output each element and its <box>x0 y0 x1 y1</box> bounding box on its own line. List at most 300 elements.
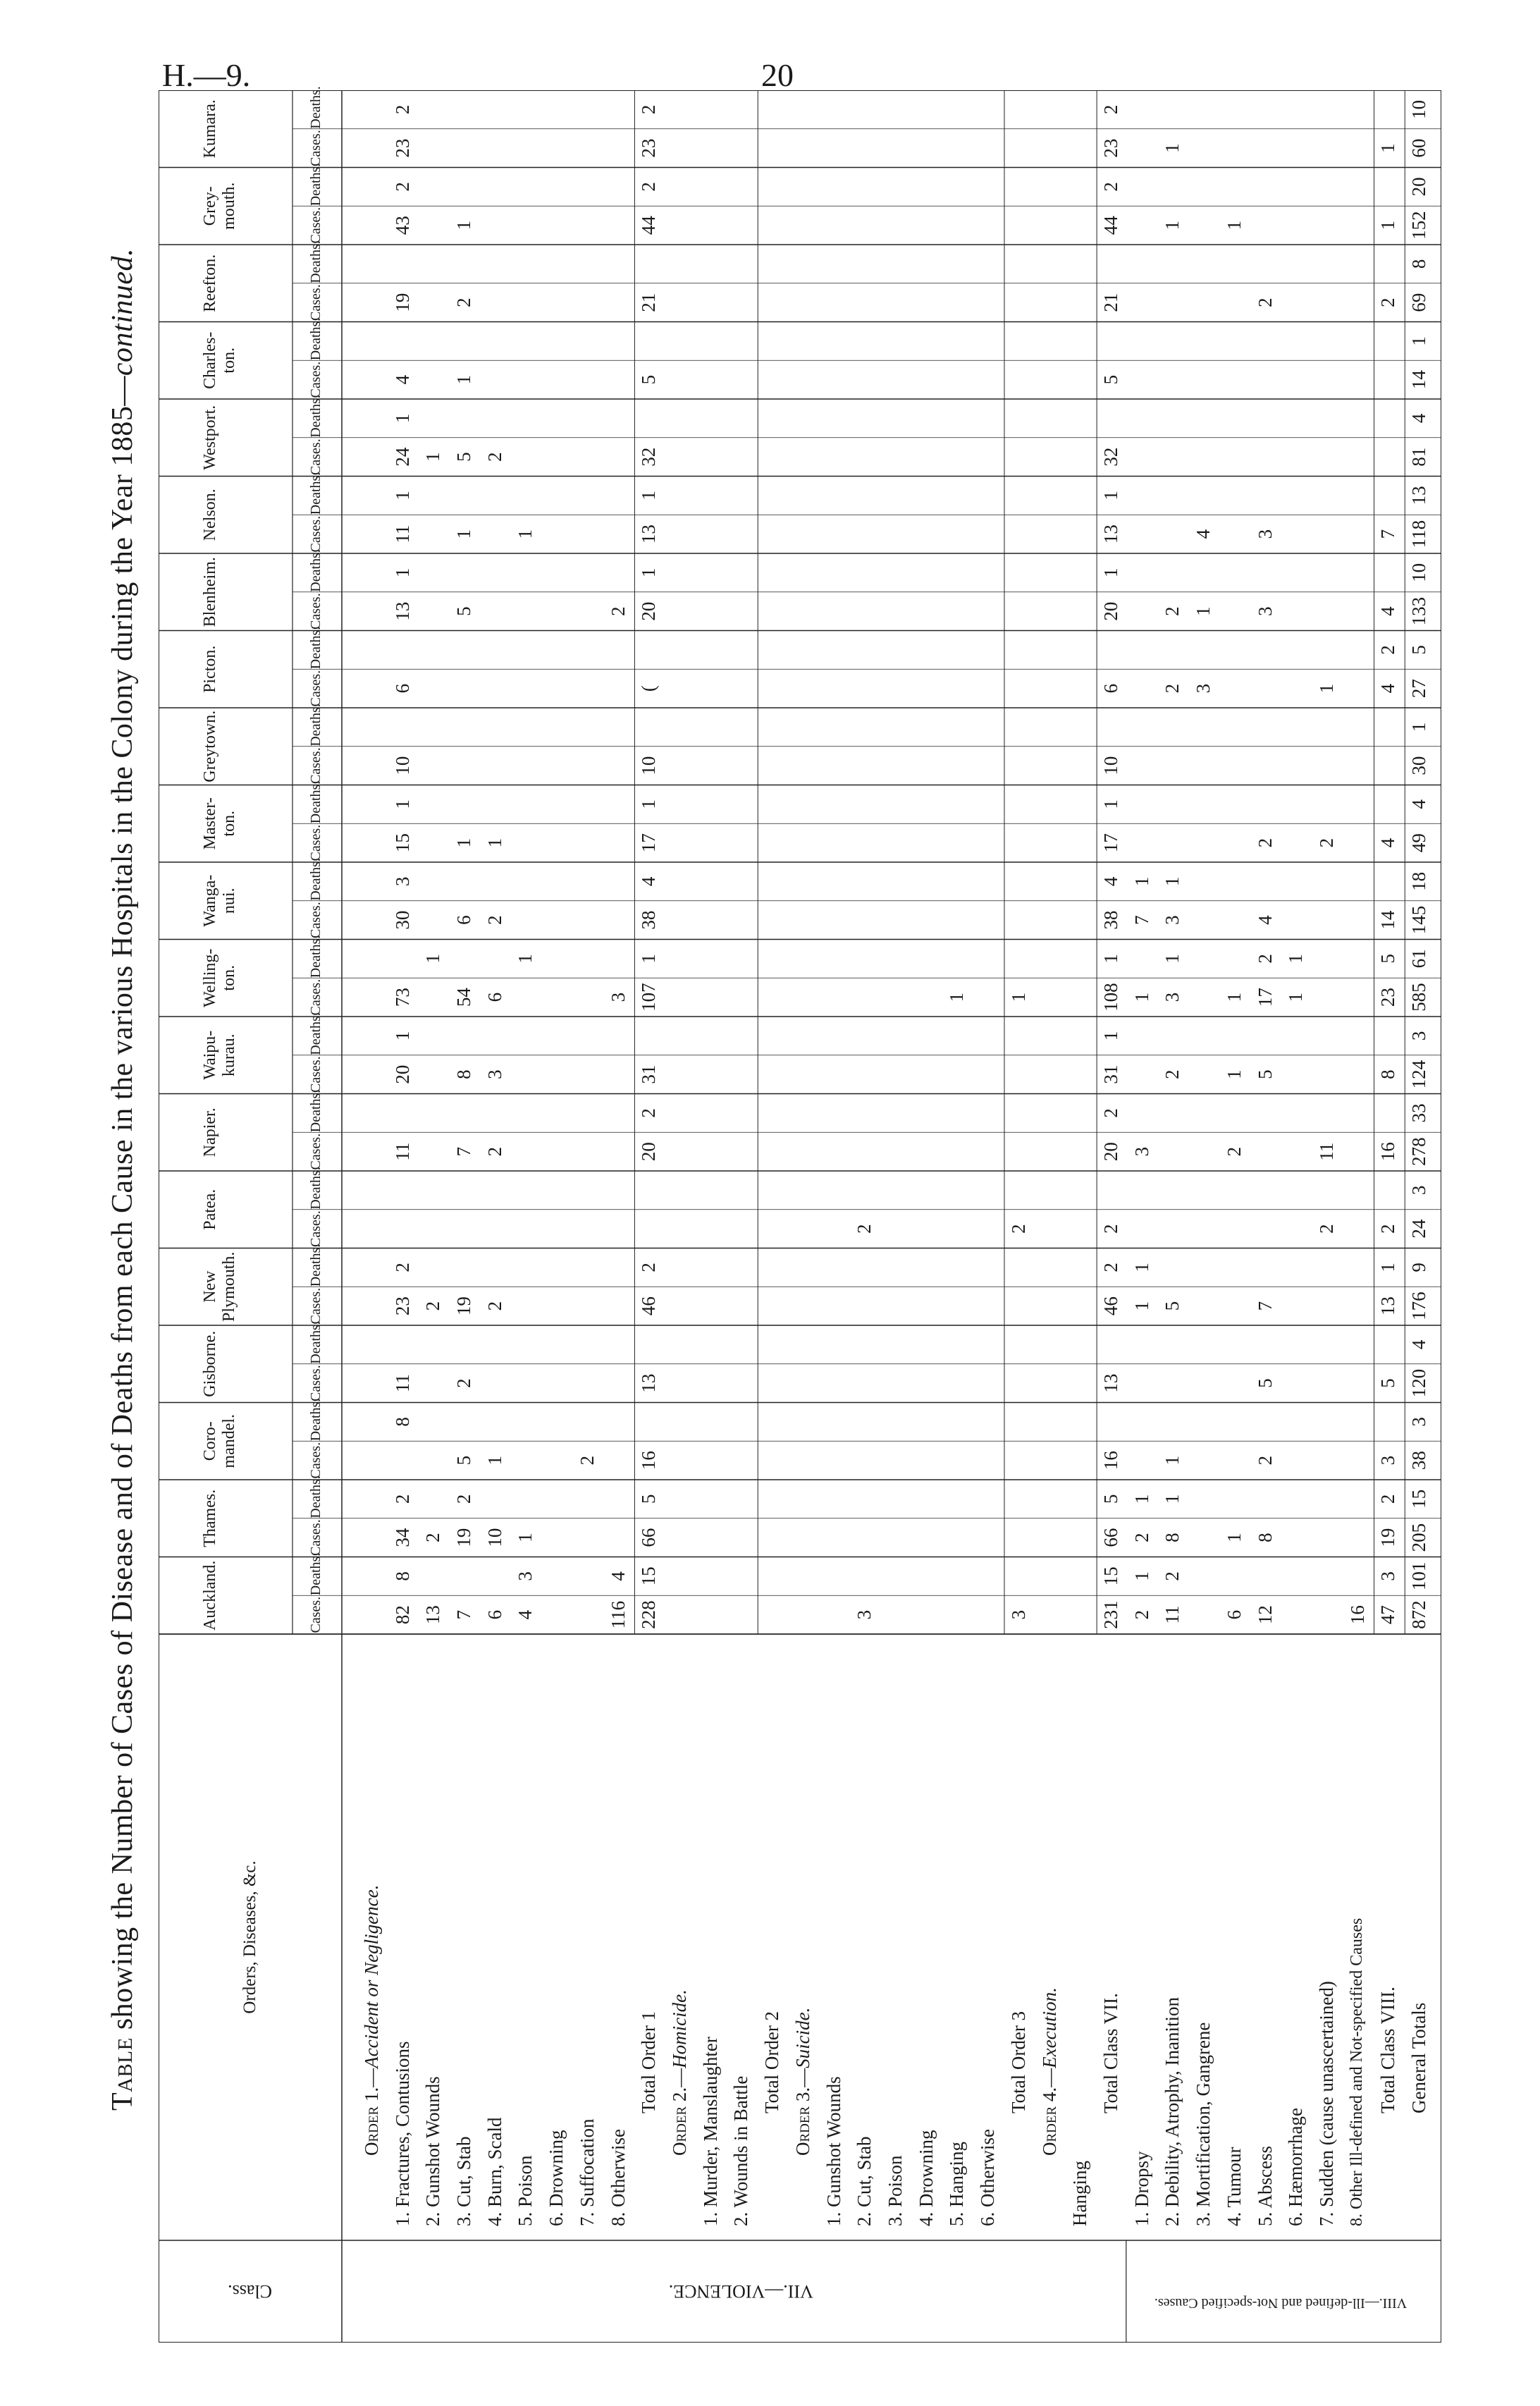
table-cell: 1 <box>1377 143 1399 153</box>
table-cell: 2 <box>1254 1455 1276 1466</box>
row-label: 5. Abscess <box>1254 2146 1276 2226</box>
table-title-prefix: Table <box>106 2037 139 2111</box>
table-cell: 3 <box>1377 1571 1399 1581</box>
table-cell: 49 <box>1408 833 1430 853</box>
table-cell: 1 <box>1223 1533 1245 1542</box>
table-cell: 101 <box>1408 1561 1430 1591</box>
table-cell: 3 <box>854 1609 875 1620</box>
row-label: 6. Drowning <box>546 2130 567 2226</box>
table-cell: 1 <box>515 954 536 964</box>
table-cell: 2 <box>1162 1069 1183 1079</box>
table-cell: 1 <box>1162 220 1183 231</box>
cases-subheader: Cases. <box>308 284 324 321</box>
table-cell: 2 <box>607 606 629 616</box>
deaths-subheader: Deaths. <box>308 780 324 824</box>
table-cell: 10 <box>1408 99 1430 119</box>
cases-subheader: Cases. <box>308 1596 324 1633</box>
hospital-header: Napier. <box>201 1107 219 1158</box>
table-cell: 20 <box>638 601 660 621</box>
table-cell: 1 <box>1131 1263 1152 1272</box>
table-cell: 31 <box>638 1064 660 1084</box>
table-cell: 2 <box>1254 954 1276 964</box>
hospital-header: Westport. <box>201 405 219 470</box>
order-prefix: Order 3.— <box>791 2068 813 2156</box>
table-cell: 1 <box>391 413 413 424</box>
total-row-label: Total Order 3 <box>1007 2011 1029 2113</box>
table-cell: 17 <box>1100 833 1121 853</box>
deaths-subheader: Deaths. <box>308 1244 324 1287</box>
table-cell: 2 <box>638 104 660 115</box>
table-cell: 2 <box>391 182 413 192</box>
row-label: 2. Wounds in Battle <box>730 2075 752 2226</box>
table-cell: 38 <box>1408 1451 1430 1471</box>
table-cell: 21 <box>638 293 660 312</box>
table-cell: 6 <box>391 683 413 694</box>
table-cell: 13 <box>391 601 413 621</box>
table-cell: 9 <box>1408 1263 1430 1272</box>
hospital-header: Master-ton. <box>201 797 238 850</box>
table-cell: 231 <box>1100 1600 1121 1629</box>
table-cell: 4 <box>638 876 660 887</box>
table-cell: 33 <box>1408 1103 1430 1123</box>
table-cell: 16 <box>638 1451 660 1471</box>
table-cell: 1 <box>1162 954 1183 964</box>
table-cell: 3 <box>1254 529 1276 539</box>
table-cell: 228 <box>638 1600 660 1629</box>
table-cell: 2 <box>1377 1494 1399 1504</box>
table-cell: 34 <box>391 1528 413 1547</box>
table-cell: 1 <box>1285 954 1307 964</box>
table-cell: 82 <box>391 1605 413 1625</box>
table-cell: 1 <box>515 1533 536 1542</box>
total-row-label: General Totals <box>1408 2002 1430 2113</box>
table-cell: 3 <box>1408 1031 1430 1041</box>
table-cell: 4 <box>1254 915 1276 925</box>
table-cell: 30 <box>391 910 413 930</box>
class-vii-label: VII.—VIOLENCE. <box>668 2281 813 2302</box>
table-cell: 2 <box>1377 297 1399 307</box>
table-cell: 19 <box>1377 1528 1399 1547</box>
table-cell: 3 <box>1408 1185 1430 1196</box>
table-cell: 10 <box>638 756 660 775</box>
table-cell: 176 <box>1408 1291 1430 1320</box>
cases-subheader: Cases. <box>308 438 324 475</box>
cases-subheader: Cases. <box>308 1365 324 1401</box>
table-cell: 6 <box>483 1609 505 1620</box>
table-cell: 32 <box>638 447 660 467</box>
table-cell: 8 <box>391 1417 413 1427</box>
table-cell: 73 <box>391 988 413 1007</box>
deaths-subheader: Deaths. <box>308 1321 324 1364</box>
table-cell: 17 <box>638 833 660 853</box>
table-cell: 1 <box>1408 722 1430 732</box>
table-cell: 2 <box>453 1378 474 1388</box>
table-cell: 1 <box>1100 567 1121 578</box>
table-cell: 2 <box>1100 104 1121 115</box>
table-cell: 13 <box>638 524 660 544</box>
hospital-header: Welling-ton. <box>201 948 238 1007</box>
cases-subheader: Cases. <box>308 670 324 707</box>
table-cell: 1 <box>453 837 474 848</box>
table-cell: 5 <box>638 1494 660 1504</box>
row-label: 2. Gunshot Wounds <box>422 2076 444 2226</box>
table-cell: 2 <box>1316 837 1337 848</box>
table-cell: 17 <box>1254 988 1276 1007</box>
table-cell: 107 <box>638 983 660 1012</box>
table-cell: 1 <box>1131 1571 1152 1581</box>
table-cell: 2 <box>576 1455 598 1466</box>
table-cell: 1 <box>1162 143 1183 153</box>
table-cell: 1 <box>1223 992 1245 1002</box>
page-header-code: H.—9. <box>162 57 251 93</box>
table-cell: 1 <box>638 491 660 501</box>
row-label: 5. Hanging <box>946 2142 968 2226</box>
table-cell: 8 <box>1377 1069 1399 1079</box>
table-cell: 3 <box>1377 1455 1399 1466</box>
hospital-header: Coro-mandel. <box>201 1413 238 1468</box>
cases-subheader: Cases. <box>308 978 324 1016</box>
table-cell: 7 <box>1254 1301 1276 1311</box>
table-cell: 5 <box>1254 1378 1276 1388</box>
row-label: 1. Dropsy <box>1131 2151 1152 2226</box>
table-cell: 66 <box>1100 1528 1121 1547</box>
table-cell: 11 <box>391 1142 413 1161</box>
table-cell: 20 <box>391 1064 413 1084</box>
table-cell: 2 <box>854 1224 875 1234</box>
table-cell: 3 <box>1162 992 1183 1002</box>
table-cell: 1 <box>391 491 413 501</box>
row-label: 3. Poison <box>885 2155 906 2226</box>
table-cell: 2 <box>1377 1224 1399 1234</box>
table-cell: 2 <box>422 1301 444 1311</box>
table-cell: 1 <box>391 799 413 809</box>
row-label: 6. Otherwise <box>977 2129 999 2226</box>
order-prefix: Order 1.— <box>360 2068 382 2156</box>
row-label: 2. Cut, Stab <box>854 2136 875 2226</box>
table-cell: 15 <box>1408 1489 1430 1509</box>
table-cell: 2 <box>483 1301 505 1311</box>
table-cell: 4 <box>1377 606 1399 616</box>
table-cell: 116 <box>607 1600 629 1629</box>
table-cell: 1 <box>1223 1069 1245 1079</box>
class-viii-label: VIII.—Ill-defined and Not-specified Causes. <box>1154 2295 1407 2312</box>
table-cell: 2 <box>1162 606 1183 616</box>
table-cell: 46 <box>638 1296 660 1316</box>
table-cell: 24 <box>391 447 413 467</box>
deaths-subheader: Deaths. <box>308 1475 324 1518</box>
table-cell: 1 <box>1100 1031 1121 1041</box>
row-label: 1. Gunshot Wounds <box>823 2076 844 2226</box>
deaths-subheader: Deaths. <box>308 1398 324 1442</box>
table-cell: 5 <box>1408 645 1430 655</box>
table-cell: 2 <box>483 1146 505 1157</box>
hospital-table <box>159 86 1441 2343</box>
table-cell: 2 <box>453 297 474 307</box>
cases-subheader: Cases. <box>308 361 324 398</box>
order-title: Execution. <box>1038 1987 1060 2068</box>
table-cell: 4 <box>1408 799 1430 809</box>
table-cell: 2 <box>391 1263 413 1272</box>
hospital-header: Kumara. <box>201 99 219 159</box>
table-cell: 3 <box>1007 1609 1029 1620</box>
table-cell: 16 <box>1346 1605 1368 1625</box>
table-cell: 1 <box>1162 876 1183 887</box>
cases-subheader: Cases. <box>308 1210 324 1247</box>
table-cell: 152 <box>1408 211 1430 240</box>
table-cell: 1 <box>1162 1455 1183 1466</box>
table-cell: 1 <box>1131 1494 1152 1504</box>
order-prefix: Order 4.— <box>1038 2068 1060 2156</box>
table-cell: 1 <box>483 1455 505 1466</box>
row-label: 8. Otherwise <box>607 2129 629 2226</box>
table-cell: 1 <box>422 954 444 964</box>
table-cell: 1 <box>1408 336 1430 346</box>
table-cell: 5 <box>1254 1069 1276 1079</box>
table-cell: 5 <box>453 1455 474 1466</box>
table-cell: 11 <box>391 1374 413 1393</box>
row-label: 1. Murder, Manslaughter <box>699 2037 721 2226</box>
row-label: 3. Mortification, Gangrene <box>1193 2022 1214 2226</box>
table-cell: 5 <box>453 606 474 616</box>
hospital-header: Grey-mouth. <box>201 182 238 230</box>
table-cell: 5 <box>1100 374 1121 385</box>
table-cell: 5 <box>1100 1494 1121 1504</box>
table-cell: 1 <box>1100 954 1121 964</box>
deaths-subheader: Deaths. <box>308 395 324 438</box>
table-cell: 24 <box>1408 1219 1430 1239</box>
order-heading <box>670 1989 689 2156</box>
table-cell: 7 <box>453 1146 474 1157</box>
table-cell: 7 <box>1377 529 1399 539</box>
order-title: Homicide. <box>669 1989 690 2068</box>
order-title: Accident or Negligence. <box>360 1884 382 2068</box>
table-cell: 1 <box>422 452 444 462</box>
total-row-label: Total Order 2 <box>761 2011 783 2113</box>
table-cell: 1 <box>1131 992 1152 1002</box>
table-cell: 46 <box>1100 1296 1121 1316</box>
table-cell: 23 <box>391 138 413 158</box>
deaths-subheader: Deaths. <box>308 86 324 129</box>
table-cell: 2 <box>483 452 505 462</box>
row-label: 5. Poison <box>515 2155 536 2226</box>
total-row-label: Total Class VII. <box>1100 1993 1121 2113</box>
table-title-main: showing the Number of Cases of Disease and of Deaths from each Cause in the various Hospitals in the Colony during the Year 1885— <box>106 376 139 2038</box>
hospital-header: Charles-ton. <box>201 331 238 389</box>
order-heading <box>791 2007 813 2156</box>
table-cell: 44 <box>638 216 660 235</box>
total-row-label: Total Class VIII. <box>1377 1987 1399 2113</box>
table-cell: 2 <box>638 1263 660 1272</box>
table-cell: 3 <box>391 876 413 887</box>
table-cell: 3 <box>1408 1417 1430 1427</box>
table-cell: 3 <box>1193 683 1214 694</box>
table-cell: 2 <box>1316 1224 1337 1234</box>
table-cell: 66 <box>638 1528 660 1547</box>
cases-subheader: Cases. <box>308 207 324 244</box>
table-cell: 2 <box>1162 683 1183 694</box>
cases-subheader: Cases. <box>308 747 324 784</box>
table-cell: 14 <box>1377 910 1399 930</box>
table-cell: 205 <box>1408 1523 1430 1552</box>
row-label: 1. Fractures, Contusions <box>391 2041 413 2226</box>
row-label: 6. Hæmorrhage <box>1285 2108 1307 2226</box>
table-cell: 11 <box>1162 1605 1183 1624</box>
row-label: 4. Tumour <box>1223 2147 1245 2226</box>
table-grid <box>159 86 1441 2343</box>
table-cell: 1 <box>1223 220 1245 231</box>
table-cell: 4 <box>1193 529 1214 539</box>
table-cell: 585 <box>1408 983 1430 1012</box>
table-cell: 1 <box>1193 606 1214 616</box>
table-cell: 1 <box>391 1031 413 1041</box>
table-cell: 872 <box>1408 1600 1430 1629</box>
table-cell: 1 <box>1131 876 1152 887</box>
row-label: 7. Sudden (cause unascertained) <box>1316 1981 1337 2226</box>
table-cell: 18 <box>1408 871 1430 891</box>
table-cell: 10 <box>1100 756 1121 775</box>
table-cell: 7 <box>1131 915 1152 925</box>
table-cell: 5 <box>453 452 474 462</box>
deaths-subheader: Deaths. <box>308 704 324 747</box>
table-cell: 13 <box>1377 1296 1399 1316</box>
table-cell: 2 <box>1162 1571 1183 1581</box>
table-cell: 27 <box>1408 679 1430 699</box>
table-cell: 32 <box>1100 447 1121 467</box>
hospital-header: Reefton. <box>201 254 219 312</box>
hospital-header: Thames. <box>201 1489 219 1547</box>
table-cell: 8 <box>1408 259 1430 269</box>
cases-subheader: Cases. <box>308 130 324 166</box>
table-cell: 19 <box>453 1528 474 1547</box>
table-cell: 4 <box>1408 1339 1430 1350</box>
table-cell: 2 <box>483 915 505 925</box>
table-cell: 13 <box>1408 486 1430 505</box>
deaths-subheader: Deaths. <box>308 858 324 901</box>
hospital-header: Greytown. <box>201 710 219 782</box>
hospital-header: Waipu-kurau. <box>201 1030 238 1080</box>
table-cell: 13 <box>1100 1373 1121 1393</box>
cases-subheader: Cases. <box>308 1056 324 1093</box>
class-column-header: Class. <box>228 2281 273 2302</box>
table-cell: 8 <box>1254 1533 1276 1542</box>
table-cell: 3 <box>607 992 629 1002</box>
row-label: 7. Suffocation <box>576 2118 598 2226</box>
table-cell: 3 <box>483 1069 505 1079</box>
table-cell: 4 <box>1377 683 1399 694</box>
table-cell: 12 <box>1254 1605 1276 1625</box>
table-cell: 2 <box>638 182 660 192</box>
hospital-header: Patea. <box>201 1189 219 1230</box>
table-cell: 20 <box>638 1142 660 1162</box>
table-cell: 118 <box>1408 520 1430 548</box>
table-cell: 2 <box>1100 1224 1121 1234</box>
table-cell: 54 <box>453 988 474 1007</box>
hospital-header: Gisborne. <box>201 1330 219 1397</box>
table-cell: 10 <box>1408 563 1430 582</box>
table-cell: 4 <box>1408 413 1430 424</box>
table-cell: 11 <box>1316 1142 1337 1161</box>
table-cell: 6 <box>1100 683 1121 694</box>
table-cell: 1 <box>1377 1263 1399 1272</box>
table-cell: 3 <box>515 1571 536 1581</box>
table-cell: 2 <box>1007 1224 1029 1234</box>
cases-subheader: Cases. <box>308 1133 324 1170</box>
table-cell: 1 <box>1162 1494 1183 1504</box>
table-cell: 2 <box>1131 1609 1152 1620</box>
table-cell: 8 <box>453 1069 474 1079</box>
table-cell: 120 <box>1408 1368 1430 1398</box>
table-cell: 13 <box>1100 524 1121 544</box>
cases-subheader: Cases. <box>308 593 324 630</box>
cases-subheader: Cases. <box>308 1519 324 1556</box>
table-cell: 15 <box>1100 1566 1121 1586</box>
hospital-header: Picton. <box>201 645 219 693</box>
order-title: Suicide. <box>791 2007 813 2068</box>
table-cell: 6 <box>453 915 474 925</box>
table-cell: 2 <box>1223 1146 1245 1157</box>
table-cell: 1 <box>453 529 474 539</box>
table-cell: 1 <box>638 567 660 578</box>
table-cell: 31 <box>1100 1064 1121 1084</box>
table-cell: 2 <box>391 104 413 115</box>
table-cell: 1 <box>1100 491 1121 501</box>
table-cell: 19 <box>391 293 413 312</box>
cases-subheader: Cases. <box>308 824 324 861</box>
table-cell: 60 <box>1408 138 1430 158</box>
table-cell: 1 <box>515 529 536 539</box>
table-title <box>106 101 140 2258</box>
hospital-header: Blenheim. <box>201 557 219 627</box>
deaths-subheader: Deaths. <box>308 240 324 283</box>
table-cell: 23 <box>1377 988 1399 1007</box>
cases-subheader: Cases. <box>308 515 324 553</box>
table-cell: 4 <box>1100 876 1121 887</box>
table-cell: 23 <box>638 138 660 158</box>
table-cell: 1 <box>946 992 968 1002</box>
table-cell: 20 <box>1408 177 1430 197</box>
order-heading <box>362 1885 381 2156</box>
table-cell: 19 <box>453 1296 474 1316</box>
table-cell: 20 <box>1100 601 1121 621</box>
row-label: 3. Cut, Stab <box>453 2136 474 2226</box>
table-cell: 2 <box>1100 1263 1121 1272</box>
row-label: Hanging <box>1069 2161 1091 2226</box>
table-cell: 2 <box>453 1494 474 1504</box>
deaths-subheader: Deaths. <box>308 1089 324 1133</box>
row-label: 8. Other Ill-defined and Not-specified Causes <box>1347 1917 1366 2226</box>
table-cell: 30 <box>1408 756 1430 775</box>
deaths-subheader: Deaths. <box>308 163 324 207</box>
cases-subheader: Cases. <box>308 1442 324 1479</box>
table-cell: 1 <box>1131 1301 1152 1311</box>
order-prefix: Order 2.— <box>669 2068 690 2156</box>
table-cell: 145 <box>1408 905 1430 935</box>
table-cell: 69 <box>1408 293 1430 312</box>
table-cell: 3 <box>1131 1146 1152 1157</box>
table-cell: 2 <box>1377 645 1399 655</box>
table-cell: 2 <box>1100 182 1121 192</box>
hospital-header: Auckland. <box>201 1560 219 1631</box>
table-cell: 1 <box>1285 992 1307 1002</box>
table-cell: 4 <box>607 1571 629 1581</box>
table-cell: 124 <box>1408 1060 1430 1089</box>
table-cell: 4 <box>515 1609 536 1620</box>
table-cell: ( <box>638 685 660 692</box>
hospital-header: Nelson. <box>201 489 219 541</box>
table-cell: 3 <box>1162 915 1183 925</box>
table-cell: 15 <box>638 1566 660 1586</box>
table-cell: 108 <box>1100 983 1121 1012</box>
